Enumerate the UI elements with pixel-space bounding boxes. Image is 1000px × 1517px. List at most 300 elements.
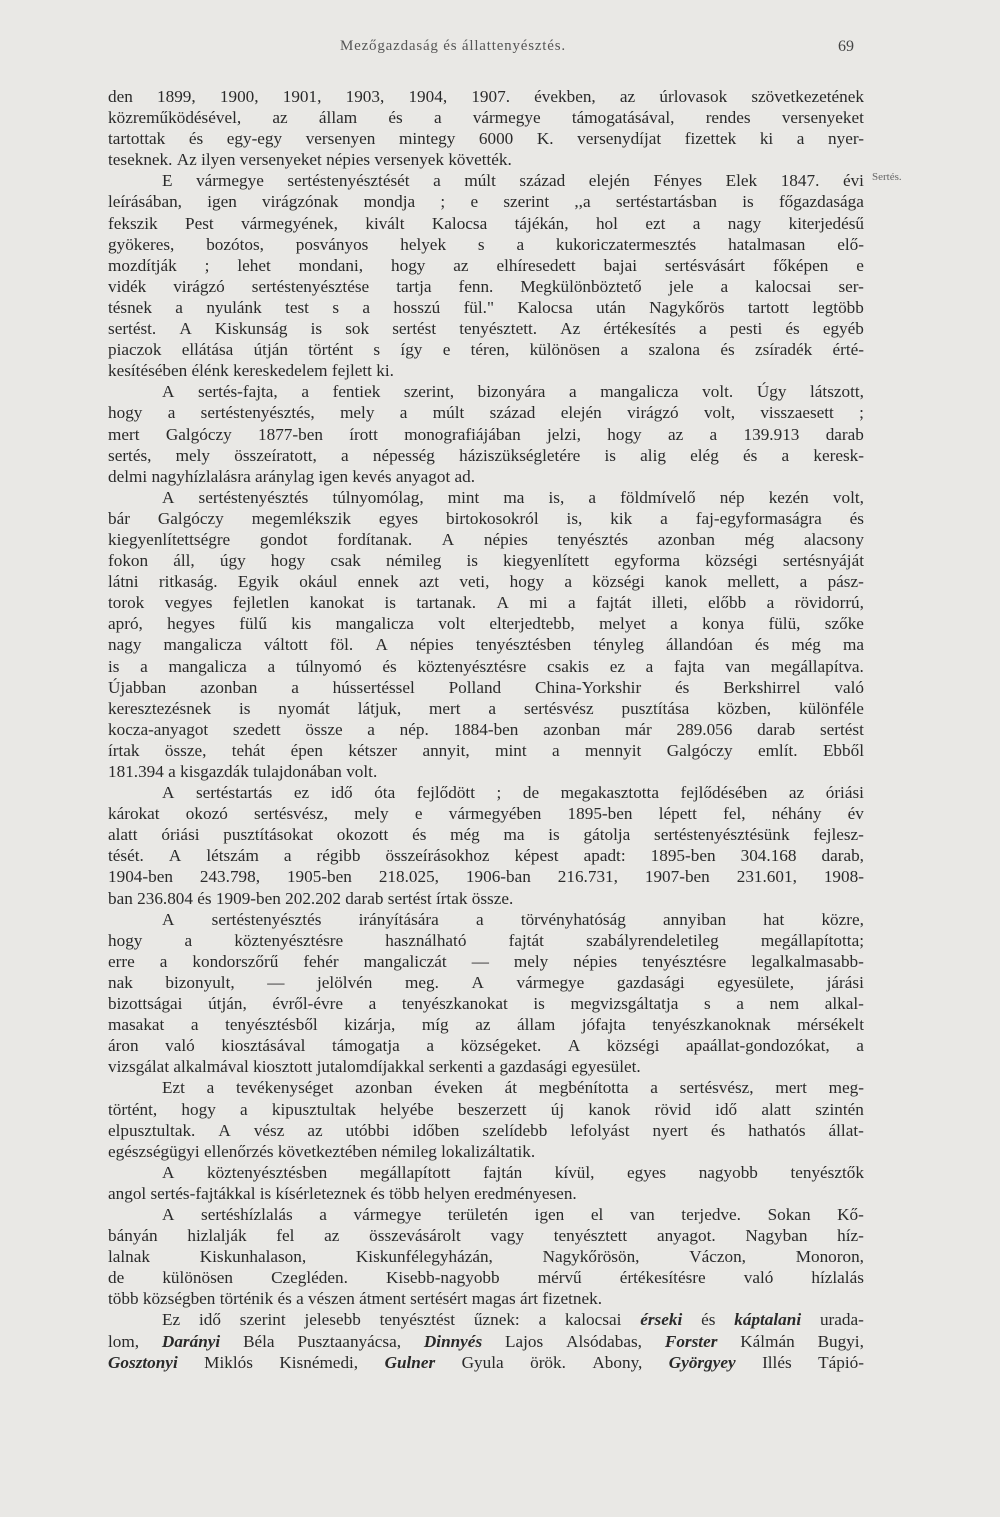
word: sertésvész,: [679, 1078, 754, 1098]
word: de: [522, 783, 540, 803]
word: kis: [291, 614, 312, 634]
word: mert: [429, 698, 461, 718]
word: tájékán,: [514, 213, 569, 233]
word: a: [190, 1015, 199, 1035]
word: virágzó: [627, 403, 679, 423]
word: a: [140, 656, 148, 676]
word: a: [699, 319, 707, 339]
word: 1877-ben: [258, 424, 323, 444]
text-line: [108, 234, 864, 255]
word: fajtát: [596, 593, 632, 613]
text-line: [108, 1204, 864, 1225]
word: darab: [345, 888, 384, 908]
word: ;: [496, 783, 502, 803]
word: a: [426, 1036, 434, 1056]
word: Ezt: [162, 1078, 185, 1098]
word: ezt: [645, 213, 666, 233]
word: hogy: [181, 1099, 216, 1119]
word: sertésvész,: [254, 804, 329, 824]
text-line: [108, 634, 864, 655]
word: versenyeket: [239, 150, 322, 170]
text-line: [108, 487, 864, 508]
word: A: [179, 319, 192, 339]
word: s: [477, 234, 485, 254]
word: lokalizáltatik.: [441, 1141, 536, 1161]
word: megvizsgáltatja: [570, 994, 679, 1014]
word: sertés-fajta,: [198, 382, 278, 402]
word: köztenyésztésben: [206, 1162, 328, 1182]
word: kísérleteznek: [275, 1183, 367, 1203]
word: magas: [471, 1289, 516, 1309]
word: községben: [142, 1289, 216, 1309]
word: óta: [374, 783, 396, 803]
word: jófajta: [581, 1015, 626, 1035]
word: sertéshízlalás: [201, 1204, 293, 1224]
word: sertésvásárt: [664, 255, 746, 275]
word: előbb: [708, 593, 747, 613]
word: zsíradék: [754, 340, 813, 360]
word: sertéstenyésztés: [211, 909, 322, 929]
word: míg: [421, 1015, 449, 1035]
word: évről-évre: [272, 994, 343, 1014]
word: elején: [560, 403, 602, 423]
word: Nagykőrös: [649, 297, 725, 317]
word: A: [218, 1120, 231, 1140]
word: községeket.: [460, 1036, 542, 1056]
word: Kalocsa: [431, 213, 488, 233]
word: fejlett: [331, 361, 372, 381]
word: megállapította;: [760, 930, 864, 950]
word: követték.: [448, 150, 512, 170]
word: Gulner: [384, 1352, 436, 1372]
word: Kő-: [837, 1204, 864, 1224]
word: 1907-ben: [644, 867, 710, 887]
word: össze,: [164, 740, 207, 760]
word: elő-: [837, 234, 864, 254]
word: közreműködésével,: [108, 108, 242, 128]
word: helyen: [423, 1183, 470, 1203]
word: össze.: [471, 888, 514, 908]
word: szerint,: [403, 382, 455, 402]
word: értékesítésre: [619, 1268, 706, 1288]
word: ser-: [838, 276, 864, 296]
text-line: [108, 86, 864, 107]
word: sok: [345, 319, 370, 339]
word: 1904,: [408, 87, 448, 106]
text-line: [108, 1331, 864, 1352]
text-line: [108, 1035, 864, 1056]
word: tehát: [231, 740, 266, 760]
word: 304.168: [740, 846, 797, 866]
word: igen: [534, 1204, 565, 1224]
word: vészen: [308, 1289, 355, 1309]
word: hosszú: [393, 297, 441, 317]
word: illeti,: [651, 593, 688, 613]
word: század: [519, 171, 566, 191]
word: alkalmával: [173, 1057, 249, 1077]
word: is: [384, 593, 396, 613]
word: a: [184, 930, 193, 950]
word: tenyésztésben: [475, 635, 572, 655]
word: a: [267, 656, 276, 676]
text-line: [108, 1225, 864, 1246]
word: a: [799, 572, 808, 592]
word: kétszer: [348, 740, 398, 760]
word: jutalomdíjakkal: [316, 1057, 425, 1077]
word: írott: [349, 424, 378, 444]
word: sertést.: [108, 319, 157, 339]
word: törvényhatóság: [520, 909, 626, 929]
word: sertést: [387, 888, 432, 908]
word: ilyen: [201, 150, 236, 170]
text-line: [108, 1162, 864, 1183]
word: elterjedtebb,: [489, 614, 575, 634]
word: sertéstenyésztés,: [200, 403, 315, 423]
word: kiegyenlítettségre: [108, 529, 231, 549]
word: hegyes: [167, 614, 215, 634]
word: 216.731,: [557, 867, 618, 887]
word: Váczon,: [689, 1247, 746, 1267]
word: állat-: [828, 1120, 864, 1140]
word: volt,: [703, 403, 735, 423]
word: szövetkezetének: [751, 87, 864, 106]
word: Gosztonyi: [108, 1352, 178, 1372]
word: mely: [513, 951, 549, 971]
word: eredményesen.: [474, 1183, 577, 1203]
word: hatalmasan: [728, 234, 806, 254]
word: Kiskunfélegyházán,: [355, 1247, 493, 1267]
word: képest: [514, 846, 559, 866]
word: kik: [610, 508, 633, 528]
word: rövidorrú,: [794, 593, 864, 613]
word: nagy: [727, 213, 762, 233]
text-line: [108, 550, 864, 571]
word: 1908-: [823, 867, 864, 887]
text-line: [108, 1288, 864, 1309]
word: kiegyenlített: [503, 551, 590, 571]
word: hogy: [270, 551, 306, 571]
word: is: [238, 698, 251, 718]
word: és: [188, 129, 204, 149]
word: kizárja,: [344, 1015, 396, 1035]
word: területén: [447, 1204, 509, 1224]
word: torok: [108, 593, 145, 613]
word: 1903,: [345, 87, 385, 106]
word: Kisebb-nagyobb: [386, 1268, 500, 1288]
word: a: [488, 698, 497, 718]
word: China-Yorkshir: [535, 677, 642, 697]
word: azonban: [355, 1078, 413, 1098]
word: megállapított: [359, 1162, 451, 1182]
word: használható: [385, 930, 467, 950]
text-line: [108, 276, 864, 297]
word: legtöbb: [812, 297, 864, 317]
word: kipusztultak: [271, 1099, 356, 1119]
word: Galgóczy: [666, 740, 733, 760]
word: mérvű: [537, 1268, 582, 1288]
word: posványos: [295, 234, 369, 254]
word: 289.056: [676, 719, 733, 739]
text-line: [108, 1352, 864, 1373]
text-line: [108, 803, 864, 824]
word: az: [788, 783, 805, 803]
word: alkal-: [824, 994, 864, 1014]
word: Galgóczy: [165, 424, 232, 444]
word: mozdítják: [108, 255, 177, 275]
word: sertéstenyésztése: [251, 276, 370, 296]
word: még: [450, 825, 480, 845]
word: történt,: [108, 1099, 158, 1119]
word: szintén: [815, 1099, 864, 1119]
word: A: [496, 593, 509, 613]
word: kevés: [352, 466, 392, 486]
word: Fényes: [653, 171, 703, 191]
word: megbénította: [538, 1078, 629, 1098]
word: azonban: [200, 677, 258, 697]
word: és: [701, 1310, 716, 1330]
word: fel,: [723, 804, 746, 824]
word: községi: [592, 572, 645, 592]
word: káptalani: [734, 1310, 802, 1330]
word: a: [538, 1310, 547, 1330]
word: sertést: [819, 719, 864, 739]
word: fülü,: [768, 614, 801, 634]
word: is: [259, 1183, 272, 1203]
word: szerint: [239, 1310, 286, 1330]
word: népesség: [372, 445, 435, 465]
word: irányítására: [358, 909, 439, 929]
word: nagy: [108, 635, 142, 655]
word: híz-: [837, 1226, 864, 1246]
word: is: [108, 656, 120, 676]
word: Pusztaanyácsa,: [297, 1331, 401, 1351]
word: Egyik: [237, 572, 279, 592]
word: az: [453, 255, 469, 275]
text-line: [108, 930, 864, 951]
word: vármegye: [353, 1204, 422, 1224]
word: apadt:: [583, 846, 626, 866]
word: látjuk,: [357, 698, 402, 718]
word: új: [550, 1099, 565, 1119]
word: Bugyi,: [817, 1331, 864, 1351]
word: meg-: [828, 1078, 864, 1098]
text-line: [108, 255, 864, 276]
word: a: [319, 1204, 327, 1224]
word: árt: [519, 1289, 539, 1309]
word: és: [388, 108, 403, 128]
word: e: [856, 255, 864, 275]
word: össze: [305, 719, 343, 739]
text-line: [108, 740, 864, 761]
word: és: [277, 1289, 292, 1309]
word: után: [596, 297, 626, 317]
word: den: [108, 87, 133, 106]
word: bizonyult,: [165, 972, 235, 992]
word: a: [291, 677, 299, 697]
word: A: [162, 487, 175, 507]
word: egy-egy: [226, 129, 283, 149]
word: A: [567, 1036, 581, 1056]
word: kocza-anyagot: [108, 719, 209, 739]
word: Kiskunhalason,: [199, 1247, 307, 1267]
word: a: [645, 656, 654, 676]
word: Tápió-: [818, 1352, 864, 1372]
word: a: [766, 593, 775, 613]
word: van: [629, 1204, 655, 1224]
word: egyes: [378, 508, 419, 528]
text-line: [108, 402, 864, 423]
word: hízlalás: [811, 1268, 864, 1288]
word: a: [168, 762, 176, 781]
word: lalnak: [108, 1247, 150, 1267]
word: a: [301, 382, 309, 402]
word: közre,: [821, 909, 864, 929]
word: ;: [440, 192, 446, 212]
word: szőke: [824, 614, 864, 634]
word: a: [620, 340, 629, 360]
word: volt.: [346, 762, 378, 781]
word: 236.804: [137, 888, 193, 908]
word: K.: [536, 129, 554, 149]
word: a: [240, 1099, 248, 1119]
word: vész: [253, 1120, 285, 1140]
word: népies: [326, 150, 371, 170]
text-line: [108, 318, 864, 339]
word: írtak: [435, 888, 468, 908]
word: így: [400, 340, 423, 360]
word: delmi: [108, 466, 148, 486]
word: Kisnémedi,: [279, 1352, 359, 1372]
word: is: [466, 551, 478, 571]
word: háziszükségletére: [459, 445, 581, 465]
word: pász-: [827, 572, 864, 592]
word: okozó: [185, 804, 228, 824]
word: és: [412, 825, 427, 845]
word: melyet: [599, 614, 646, 634]
word: mondja: [363, 192, 416, 212]
word: tulajdonában: [253, 762, 342, 781]
word: mely: [340, 403, 375, 423]
word: ;: [859, 403, 864, 423]
word: beszerzett: [457, 1099, 527, 1119]
text-line: [108, 424, 864, 445]
word: útján,: [208, 994, 247, 1014]
word: vármegye: [196, 171, 264, 191]
word: a: [368, 994, 377, 1014]
text-line: [108, 761, 864, 782]
word: rendes: [705, 108, 751, 128]
word: kalocsai: [565, 1310, 622, 1330]
word: főképen: [772, 255, 829, 275]
word: Györgyey: [668, 1352, 736, 1372]
word: is: [604, 445, 616, 465]
word: hogy: [108, 403, 143, 423]
text-line: [108, 909, 864, 930]
word: hogy: [509, 572, 545, 592]
word: mint: [447, 487, 480, 507]
word: egészségügyi: [108, 1141, 200, 1161]
word: szedett: [232, 719, 281, 739]
word: fordítanak.: [337, 529, 413, 549]
word: gondot: [259, 529, 308, 549]
word: ez: [293, 783, 310, 803]
text-line: [108, 128, 864, 149]
word: A: [162, 909, 175, 929]
word: régibb: [316, 846, 361, 866]
word: óriási: [161, 825, 200, 845]
text-line: [108, 1120, 864, 1141]
word: fejlesz-: [813, 825, 864, 845]
word: az: [619, 87, 636, 106]
word: támogatásával,: [571, 108, 675, 128]
word: is: [533, 994, 545, 1014]
word: szerint: [503, 192, 550, 212]
text-line: [108, 1056, 864, 1077]
word: 1906-ban: [465, 867, 531, 887]
word: mely: [354, 804, 389, 824]
word: fajtán: [483, 1162, 523, 1182]
word: kívül,: [554, 1162, 595, 1182]
word: túlnyomó: [295, 656, 362, 676]
word: Ebből: [822, 740, 864, 760]
word: szabályrendeletileg: [586, 930, 719, 950]
word: különösen: [529, 340, 601, 360]
word: Berkshirrel: [723, 677, 801, 697]
text-line: [108, 1014, 864, 1035]
text-line: [108, 170, 864, 191]
word: masakat: [108, 1015, 165, 1035]
word: egyes: [626, 1162, 667, 1182]
word: egyéb: [822, 319, 864, 339]
word: hizlalják: [187, 1226, 247, 1246]
text-line: [108, 719, 864, 740]
word: anyagot.: [656, 1226, 716, 1246]
word: alatt: [761, 1099, 791, 1119]
word: tartanak.: [416, 593, 477, 613]
word: a: [341, 445, 349, 465]
word: angol: [108, 1183, 147, 1203]
word: és: [197, 888, 212, 908]
word: virágzónak: [262, 192, 339, 212]
word: nagyhízlalásra: [151, 466, 251, 486]
word: Sokan: [767, 1204, 811, 1224]
word: a: [399, 403, 408, 423]
word: állandóan: [666, 635, 733, 655]
word: és: [743, 445, 758, 465]
word: nak: [108, 972, 133, 992]
word: alacsony: [803, 529, 864, 549]
word: épen: [290, 740, 324, 760]
word: kalocsai: [755, 276, 812, 296]
word: közben,: [717, 698, 772, 718]
word: okozott: [336, 825, 389, 845]
word: fejlődésében: [680, 783, 768, 803]
word: is: [742, 192, 754, 212]
word: mert: [775, 1078, 807, 1098]
word: téren,: [470, 340, 510, 360]
word: kondorszőrű: [192, 951, 279, 971]
word: —: [471, 951, 489, 971]
word: az: [667, 424, 684, 444]
word: köztenyésztésre: [417, 656, 527, 676]
word: 1884-ben: [453, 719, 519, 739]
word: s: [703, 994, 711, 1014]
text-line: [108, 360, 864, 381]
word: váltott: [263, 635, 308, 655]
word: látni: [108, 572, 139, 592]
word: vidék: [108, 276, 147, 296]
word: leírásában,: [108, 192, 182, 212]
